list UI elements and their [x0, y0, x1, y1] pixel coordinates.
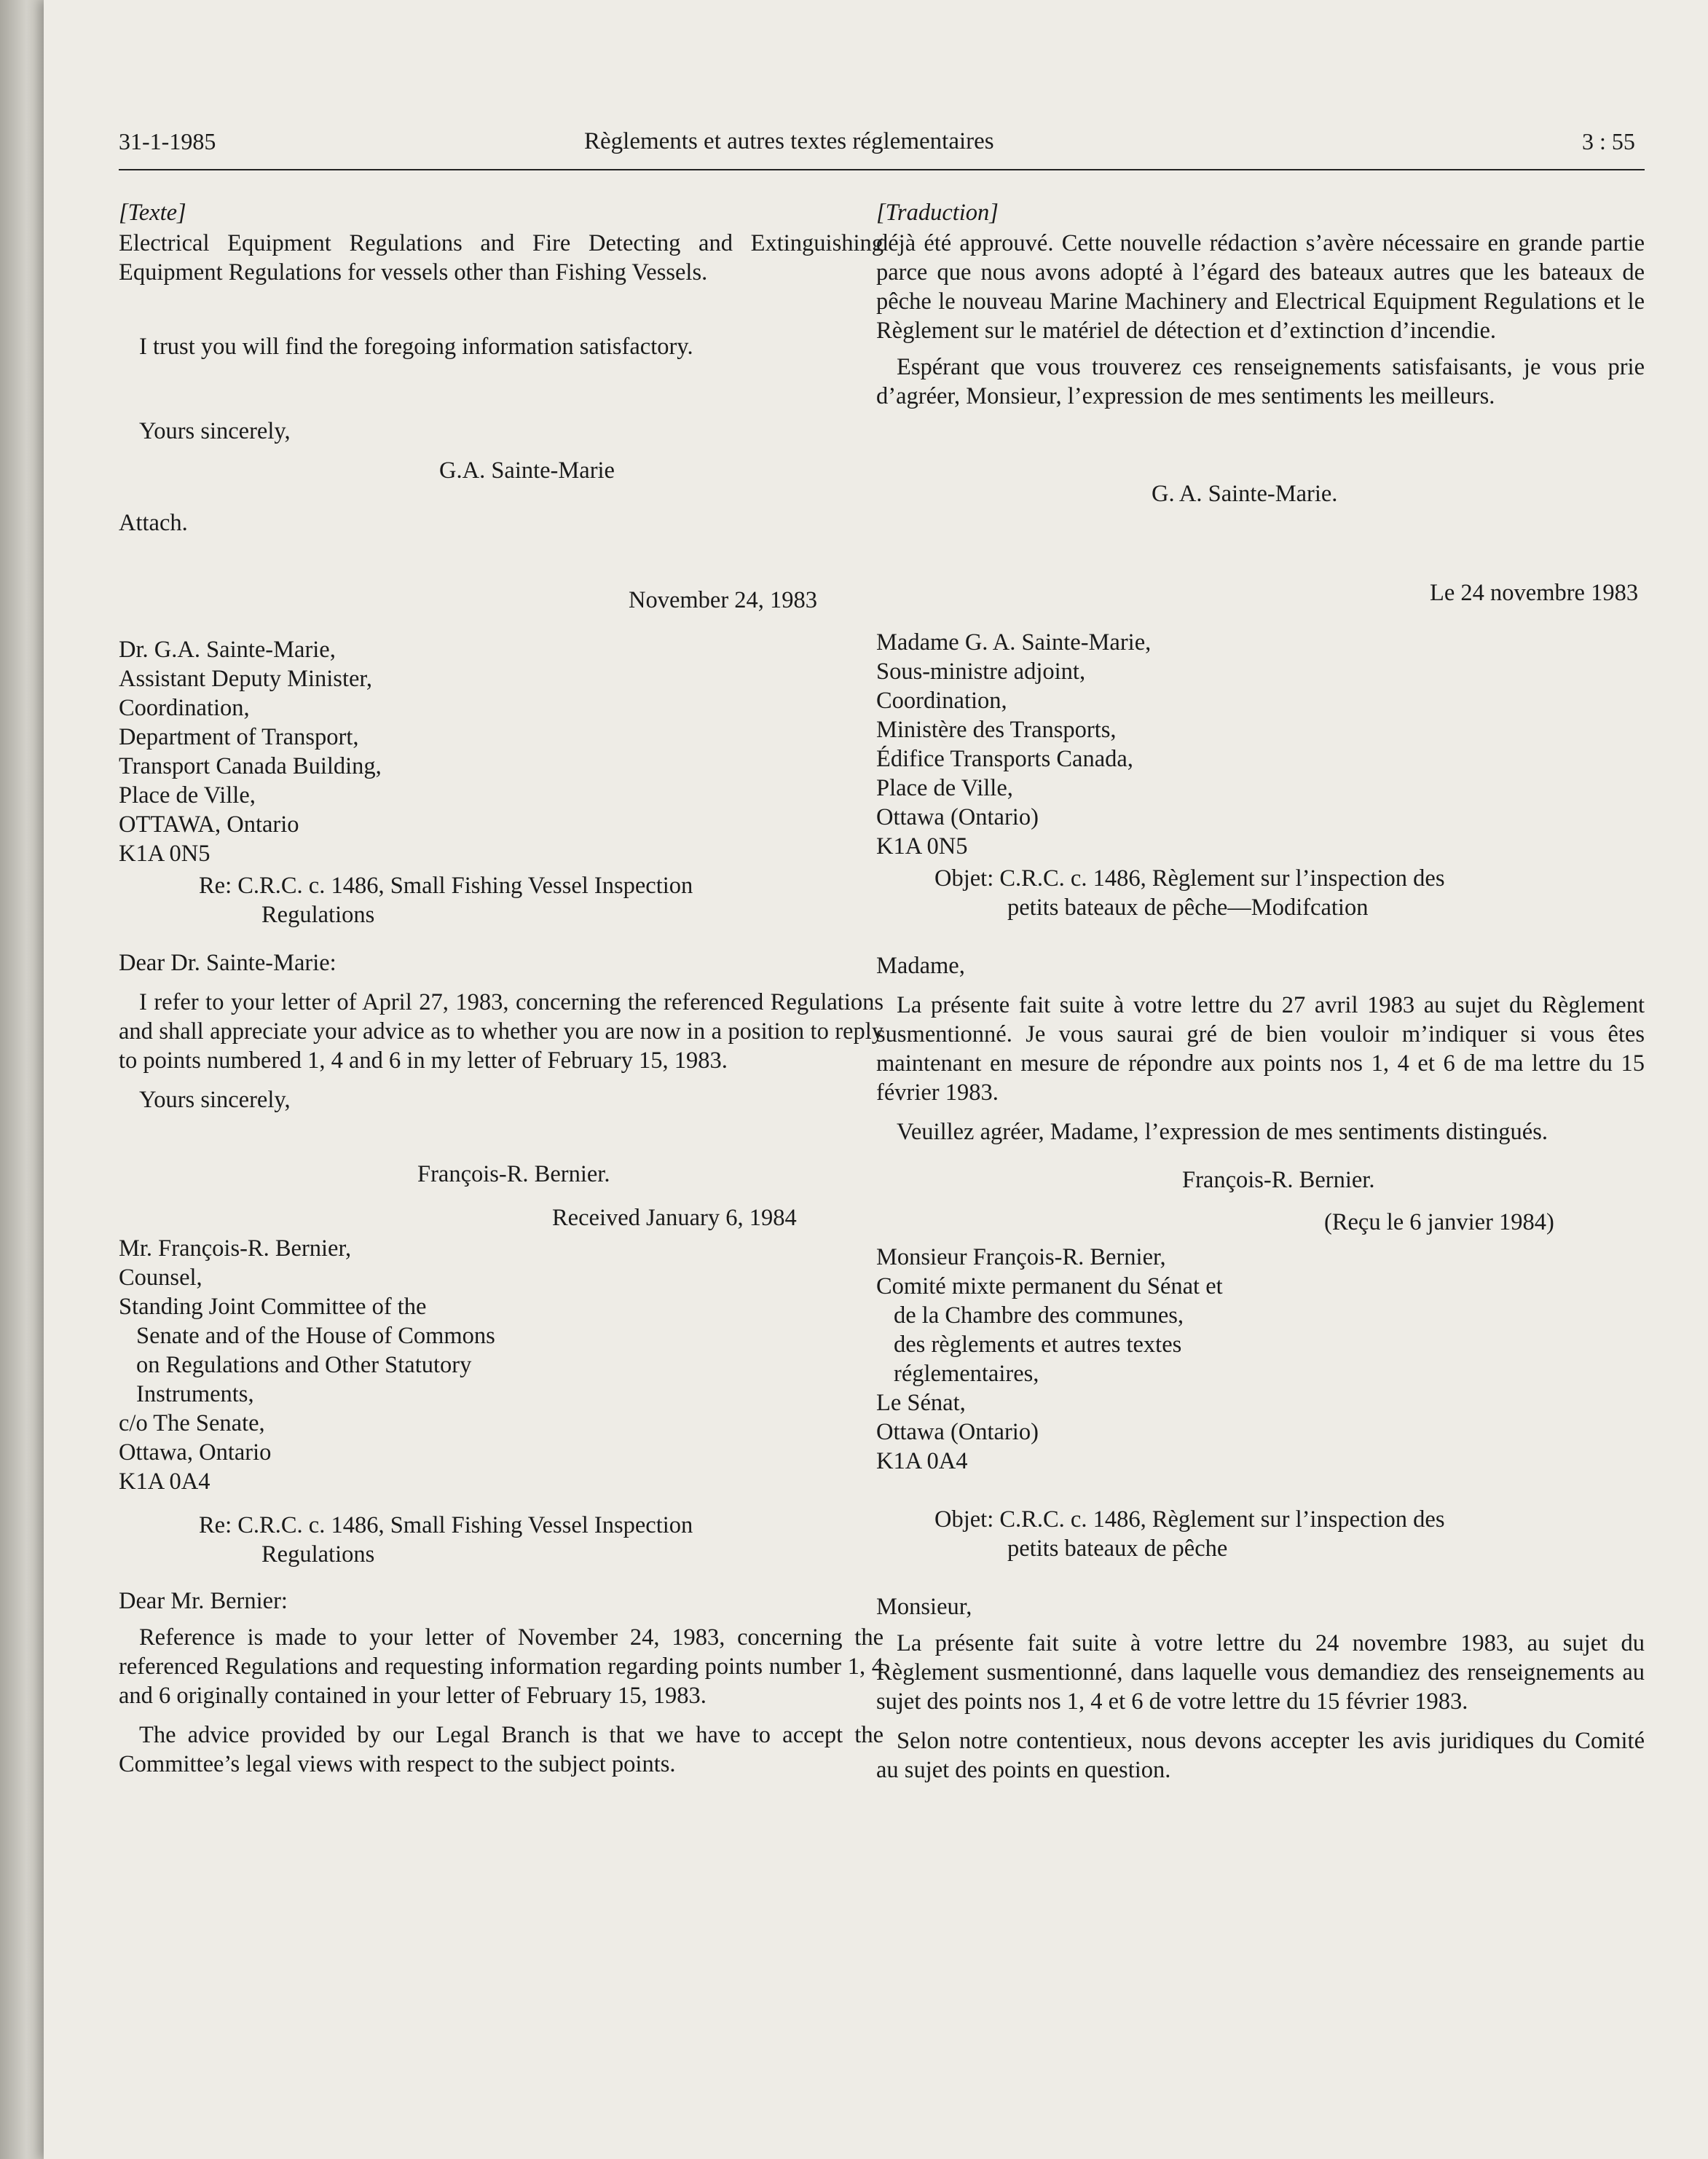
page-binding — [0, 0, 44, 2159]
subject-text: Objet: C.R.C. c. 1486, Règlement sur l’inspection des — [934, 1506, 1445, 1533]
address-line: Sous-ministre adjoint, — [876, 658, 1086, 685]
address-line: Coordination, — [119, 695, 250, 721]
body-paragraph: La présente fait suite à votre lettre du 27 avril 1983 au sujet du Règlement susmentionné. Je vous saurai gré de bien vouloir m’indiquer si vous êtes maintenant en mesure de répondre aux points nos 1, 4 et 6 de ma lettre du 15 février 1983. — [876, 992, 1645, 1106]
address-line: Dr. G.A. Sainte-Marie, — [119, 637, 336, 663]
address-line: Ottawa (Ontario) — [876, 1419, 1039, 1445]
address-line: Counsel, — [119, 1265, 202, 1291]
salutation: Dear Mr. Bernier: — [119, 1588, 288, 1614]
address-line: on Regulations and Other Statutory — [136, 1352, 472, 1378]
address-line: Monsieur François-R. Bernier, — [876, 1244, 1166, 1270]
address-line: Ottawa, Ontario — [119, 1439, 272, 1466]
address-block — [119, 1234, 883, 1496]
signature-bernier: François-R. Bernier. — [1182, 1167, 1375, 1193]
address-line: Department of Transport, — [119, 724, 359, 750]
address-block — [119, 635, 883, 868]
salutation: Monsieur, — [876, 1594, 972, 1620]
address-line: Assistant Deputy Minister, — [119, 666, 373, 692]
address-line: Comité mixte permanent du Sénat et — [876, 1273, 1223, 1299]
header-date: 31-1-1985 — [119, 128, 216, 154]
closing-paragraph: Veuillez agréer, Madame, l’expression de mes sentiments distingués. — [897, 1119, 1548, 1145]
body-paragraph: Selon notre contentieux, nous devons accepter les avis juridiques du Comité au sujet des points en question. — [876, 1728, 1645, 1783]
subject-line — [876, 1505, 1645, 1563]
received-date: Received January 6, 1984 — [552, 1205, 797, 1231]
header-page-number: 3 : 55 — [1582, 128, 1635, 154]
address-line: Madame G. A. Sainte-Marie, — [876, 629, 1152, 656]
address-line: Mr. François-R. Bernier, — [119, 1235, 352, 1262]
address-line: c/o The Senate, — [119, 1410, 265, 1436]
header-title: Règlements et autres textes réglementaires — [584, 128, 994, 154]
letter-date: November 24, 1983 — [629, 587, 818, 613]
intro-paragraph: Electrical Equipment Regulations and Fire Detecting and Extinguishing Equipment Regulations for vessels other than Fishing Vessels. — [119, 230, 883, 286]
salutation: Dear Dr. Sainte-Marie: — [119, 950, 337, 976]
address-line: OTTAWA, Ontario — [119, 811, 299, 838]
reference-text: Regulations — [261, 902, 375, 928]
translation-tag: [Traduction] — [876, 200, 999, 226]
address-line: K1A 0A4 — [119, 1468, 210, 1495]
signature-sainte-marie: G.A. Sainte-Marie — [439, 457, 615, 484]
left-column — [119, 198, 883, 1779]
body-paragraph: Reference is made to your letter of November 24, 1983, concerning the referenced Regulations and requesting information regarding points number 1, 4 and 6 originally contained in your letter of February 15, 1983. — [119, 1624, 883, 1709]
signature-bernier: François-R. Bernier. — [417, 1161, 610, 1187]
attach-note: Attach. — [119, 510, 188, 536]
received-date: (Reçu le 6 janvier 1984) — [1324, 1209, 1554, 1235]
intro-paragraph: déjà été approuvé. Cette nouvelle rédaction s’avère nécessaire en grande partie parce que nous avons adopté à l’égard des bateaux autres que les bateaux de pêche le nouveau Marine Machinery and Electrical Equipment Regulations et le Règlement sur le matériel de détection et d’extinction d’incendie. — [876, 230, 1645, 344]
reference-text: Regulations — [261, 1541, 375, 1568]
address-line: Transport Canada Building, — [119, 753, 382, 779]
closing-line: Yours sincerely, — [139, 1087, 291, 1113]
address-line: K1A 0N5 — [876, 833, 968, 860]
address-line: Standing Joint Committee of the — [119, 1294, 427, 1320]
address-block — [876, 1243, 1645, 1476]
address-line: Le Sénat, — [876, 1390, 966, 1416]
body-paragraph: I refer to your letter of April 27, 1983, concerning the referenced Regulations and shall appreciate your advice as to whether you are now in a position to reply to points numbered 1, 4 and 6 in my letter of February 15, 1983. — [119, 989, 883, 1074]
subject-text: Objet: C.R.C. c. 1486, Règlement sur l’inspection des — [934, 865, 1445, 892]
reference-text: Re: C.R.C. c. 1486, Small Fishing Vessel Inspection — [199, 1512, 693, 1538]
address-line: Ottawa (Ontario) — [876, 804, 1039, 830]
hope-paragraph: Espérant que vous trouverez ces renseignements satisfaisants, je vous prie d’agréer, Monsieur, l’expression de mes sentiments les meilleurs. — [876, 354, 1645, 409]
text-tag: [Texte] — [119, 200, 186, 226]
document-page — [44, 0, 1708, 2159]
right-column — [876, 198, 1645, 1785]
signature-sainte-marie: G. A. Sainte-Marie. — [1152, 481, 1338, 507]
address-line: Ministère des Transports, — [876, 717, 1117, 743]
address-line: Coordination, — [876, 688, 1007, 714]
subject-line — [876, 864, 1645, 922]
body-paragraph: The advice provided by our Legal Branch is that we have to accept the Committee’s legal views with respect to the subject points. — [119, 1722, 883, 1777]
subject-text: petits bateaux de pêche — [1007, 1535, 1228, 1562]
address-line: Instruments, — [136, 1381, 254, 1407]
reference-line — [119, 1511, 883, 1569]
reference-line — [119, 871, 883, 929]
body-paragraph: La présente fait suite à votre lettre du 24 novembre 1983, au sujet du Règlement susmentionné, dans laquelle vous demandiez des renseignements au sujet des points nos 1, 4 et 6 de votre lettre du 15 février 1983. — [876, 1630, 1645, 1715]
subject-text: petits bateaux de pêche—Modifcation — [1007, 894, 1369, 921]
trust-paragraph: I trust you will find the foregoing information satisfactory. — [139, 334, 693, 360]
reference-text: Re: C.R.C. c. 1486, Small Fishing Vessel Inspection — [199, 873, 693, 899]
salutation: Madame, — [876, 953, 965, 979]
address-line: Place de Ville, — [876, 775, 1013, 801]
address-line: K1A 0A4 — [876, 1448, 968, 1474]
closing-line: Yours sincerely, — [139, 418, 291, 444]
address-line: de la Chambre des communes, — [894, 1302, 1184, 1329]
address-line: Place de Ville, — [119, 782, 256, 809]
address-block — [876, 628, 1645, 861]
address-line: Senate and of the House of Commons — [136, 1323, 495, 1349]
address-line: K1A 0N5 — [119, 841, 210, 867]
letter-date: Le 24 novembre 1983 — [1430, 580, 1639, 606]
header-rule — [119, 169, 1645, 170]
address-line: Édifice Transports Canada, — [876, 746, 1133, 772]
address-line: des règlements et autres textes — [894, 1332, 1182, 1358]
address-line: réglementaires, — [894, 1361, 1039, 1387]
